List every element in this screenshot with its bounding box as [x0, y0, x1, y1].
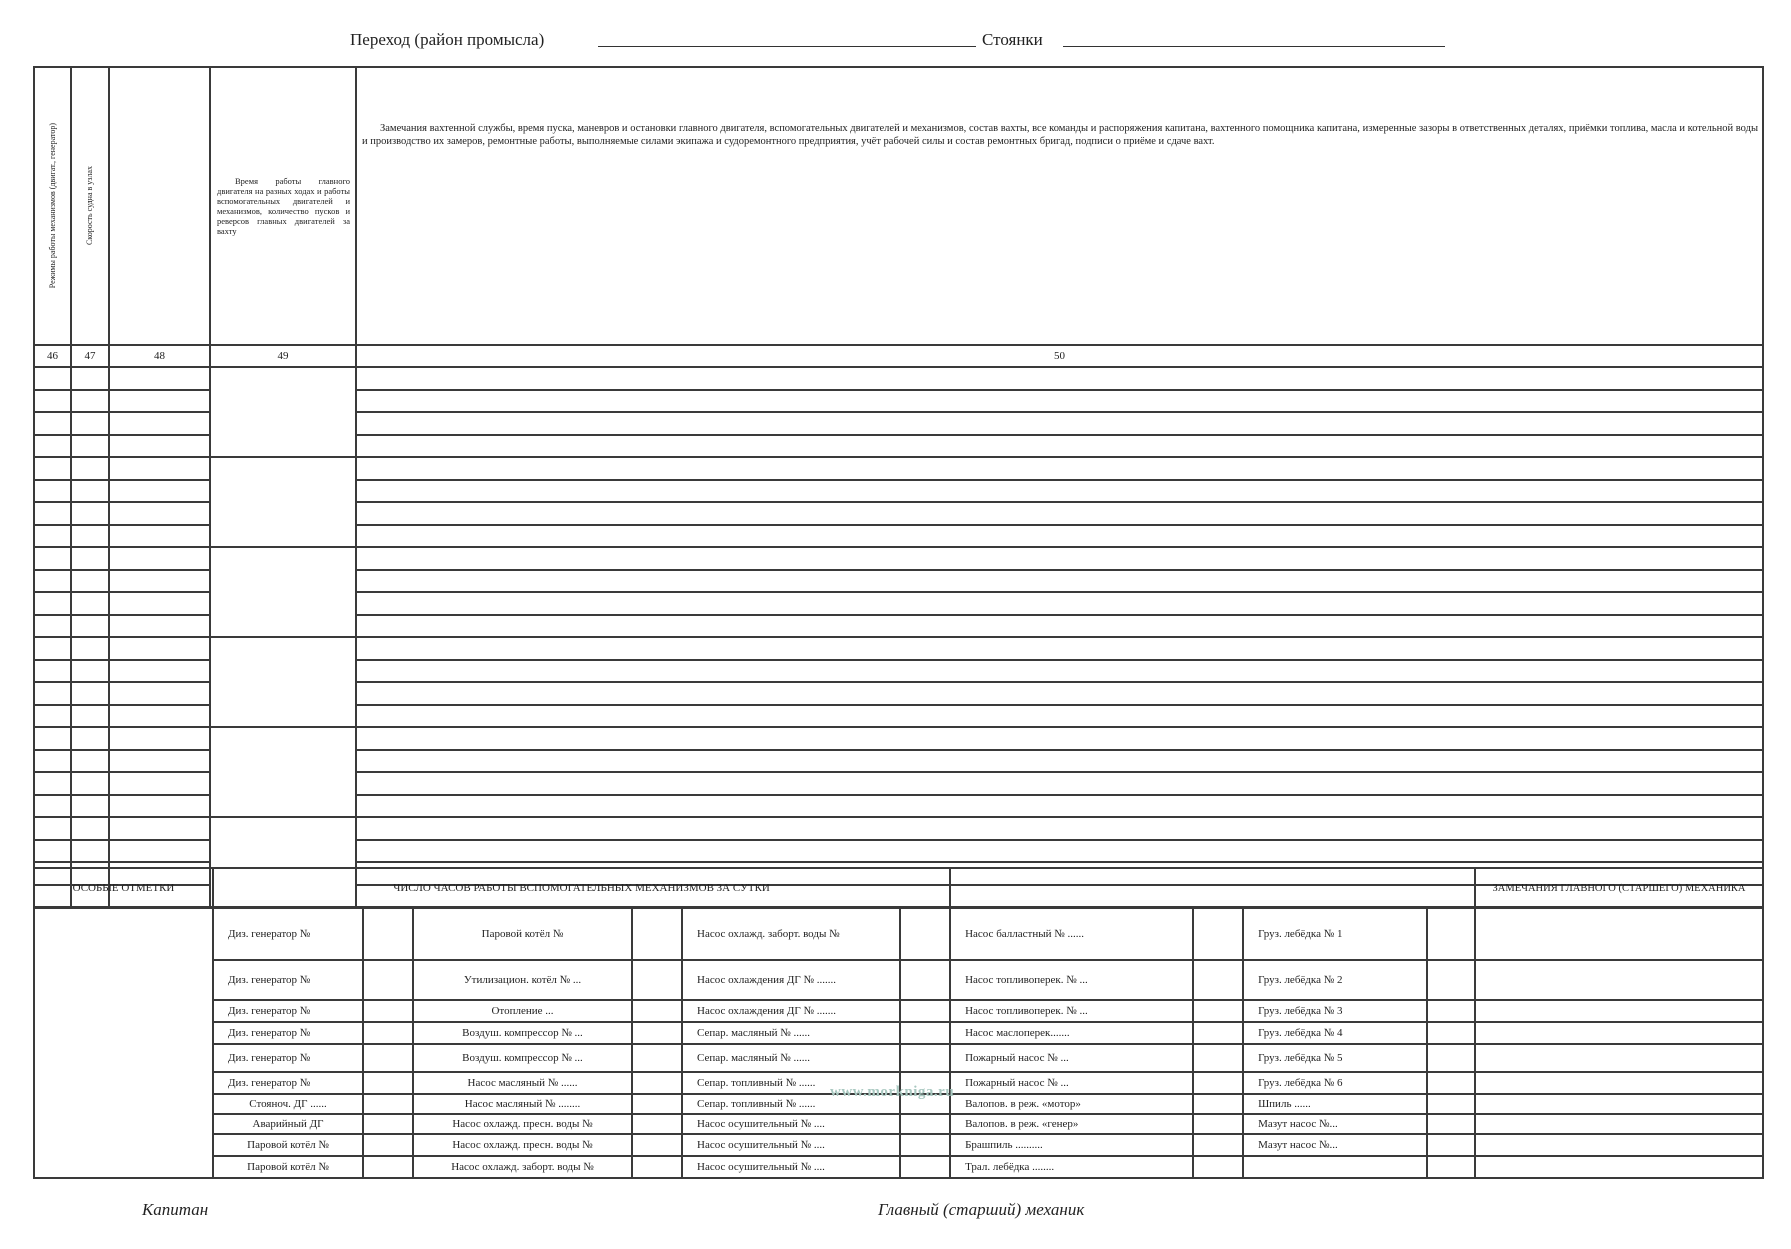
watermark: www.morkniga.ru	[830, 1084, 955, 1100]
log-row	[34, 457, 1763, 480]
mechanism-label: Отопление ...	[413, 1000, 632, 1022]
chief-remarks-cell[interactable]	[1475, 960, 1763, 1000]
col-48-cell[interactable]	[109, 457, 210, 480]
speed-cell[interactable]	[71, 592, 109, 615]
mechanism-label: Диз. генератор №	[213, 908, 363, 960]
hours-cell[interactable]	[900, 1156, 950, 1178]
hours-cell[interactable]	[363, 1000, 413, 1022]
hours-cell[interactable]	[1427, 1072, 1475, 1094]
mechanism-label: Стояноч. ДГ ......	[213, 1094, 363, 1114]
hours-cell[interactable]	[363, 960, 413, 1000]
hours-cell[interactable]	[1193, 1156, 1243, 1178]
mode-cell[interactable]	[34, 480, 71, 503]
hours-cell[interactable]	[632, 1094, 682, 1114]
engine-time-cell[interactable]	[210, 727, 356, 817]
speed-cell[interactable]	[71, 502, 109, 525]
mode-cell[interactable]	[34, 817, 71, 840]
mode-cell[interactable]	[34, 390, 71, 413]
remarks-cell[interactable]	[356, 592, 1763, 615]
remarks-cell[interactable]	[356, 525, 1763, 548]
mechanism-label: Диз. генератор №	[213, 1022, 363, 1044]
mechanism-label: Трал. лебёдка ........	[950, 1156, 1193, 1178]
remarks-cell[interactable]	[356, 615, 1763, 638]
mechanism-label: Диз. генератор №	[213, 1044, 363, 1072]
mode-cell[interactable]	[34, 682, 71, 705]
mechanism-label: Насос охлажд. пресн. воды №	[413, 1134, 632, 1156]
special-notes-area[interactable]	[34, 908, 213, 1178]
speed-cell[interactable]	[71, 817, 109, 840]
remarks-cell[interactable]	[356, 795, 1763, 818]
mechanism-label: Насос охлажд. заборт. воды №	[413, 1156, 632, 1178]
remarks-cell[interactable]	[356, 570, 1763, 593]
col-49-header: Время работы главного двигателя на разных ходах и работы вспомогательных двигателей и механизмов, количество пусков и реверсов главных двигателей за вахту	[210, 67, 356, 345]
hours-cell[interactable]	[1193, 1072, 1243, 1094]
mechanism-label: Насос охлаждения ДГ № .......	[682, 960, 900, 1000]
col-48-cell[interactable]	[109, 772, 210, 795]
hours-cell[interactable]	[1193, 1044, 1243, 1072]
aux-row	[34, 1044, 1763, 1072]
mode-cell[interactable]	[34, 570, 71, 593]
mechanism-label: Сепар. топливный № ......	[682, 1072, 900, 1094]
mode-cell[interactable]	[34, 525, 71, 548]
log-row	[34, 547, 1763, 570]
mechanism-label: Паровой котёл №	[213, 1156, 363, 1178]
log-row	[34, 367, 1763, 390]
mode-cell[interactable]	[34, 367, 71, 390]
chief-remarks-cell[interactable]	[1475, 1134, 1763, 1156]
hours-cell[interactable]	[363, 1094, 413, 1114]
hours-cell[interactable]	[363, 908, 413, 960]
col-48-cell[interactable]	[109, 525, 210, 548]
col-48-cell[interactable]	[109, 660, 210, 683]
hours-cell[interactable]	[900, 1044, 950, 1072]
mode-cell[interactable]	[34, 660, 71, 683]
mode-cell[interactable]	[34, 795, 71, 818]
col-48-cell[interactable]	[109, 367, 210, 390]
captain-signature-label: Капитан	[142, 1200, 209, 1219]
hours-cell[interactable]	[632, 908, 682, 960]
speed-cell[interactable]	[71, 457, 109, 480]
col-number: 47	[71, 345, 109, 367]
hours-cell[interactable]	[1193, 1094, 1243, 1114]
passage-field[interactable]	[598, 46, 976, 47]
aux-hours-header-blank	[950, 868, 1475, 908]
col-number: 48	[109, 345, 210, 367]
mechanism-label: Сепар. масляный № ......	[682, 1044, 900, 1072]
mechanism-label: Сепар. масляный № ......	[682, 1022, 900, 1044]
engine-time-cell[interactable]	[210, 367, 356, 457]
speed-cell[interactable]	[71, 727, 109, 750]
hours-cell[interactable]	[1427, 908, 1475, 960]
hours-cell[interactable]	[632, 1044, 682, 1072]
hours-cell[interactable]	[632, 1114, 682, 1134]
speed-cell[interactable]	[71, 705, 109, 728]
col-48-cell[interactable]	[109, 727, 210, 750]
col-number: 46	[34, 345, 71, 367]
col-number: 49	[210, 345, 356, 367]
remarks-cell[interactable]	[356, 682, 1763, 705]
mechanism-label: Пожарный насос № ...	[950, 1044, 1193, 1072]
log-row	[34, 727, 1763, 750]
speed-cell[interactable]	[71, 525, 109, 548]
speed-cell[interactable]	[71, 367, 109, 390]
hours-cell[interactable]	[1427, 1000, 1475, 1022]
mechanism-label: Насос осушительный № ....	[682, 1134, 900, 1156]
col-46-header: Режимы работы механизмов (двигат., генератор)	[34, 67, 71, 345]
hours-cell[interactable]	[1427, 1134, 1475, 1156]
passage-label: Переход (район промысла)	[350, 30, 545, 49]
mechanism-label: Диз. генератор №	[213, 1072, 363, 1094]
mechanism-label: Мазут насос №...	[1243, 1134, 1427, 1156]
remarks-cell[interactable]	[356, 412, 1763, 435]
speed-cell[interactable]	[71, 682, 109, 705]
remarks-cell[interactable]	[356, 547, 1763, 570]
col-48-cell[interactable]	[109, 435, 210, 458]
hours-cell[interactable]	[1193, 1114, 1243, 1134]
mechanism-label: Валопов. в реж. «мотор»	[950, 1094, 1193, 1114]
mechanism-label: Насос охлаждения ДГ № .......	[682, 1000, 900, 1022]
chief-remarks-cell[interactable]	[1475, 1072, 1763, 1094]
col-48-cell[interactable]	[109, 682, 210, 705]
log-rows	[34, 367, 1763, 907]
mode-cell[interactable]	[34, 457, 71, 480]
chief-remarks-header: ЗАМЕЧАНИЯ ГЛАВНОГО (СТАРШЕГО) МЕХАНИКА	[1475, 868, 1763, 908]
mechanism-label: Утилизацион. котёл № ...	[413, 960, 632, 1000]
speed-cell[interactable]	[71, 795, 109, 818]
mechanism-label: Валопов. в реж. «генер»	[950, 1114, 1193, 1134]
remarks-cell[interactable]	[356, 840, 1763, 863]
speed-cell[interactable]	[71, 412, 109, 435]
hours-cell[interactable]	[1427, 1022, 1475, 1044]
hours-cell[interactable]	[363, 1156, 413, 1178]
remarks-cell[interactable]	[356, 660, 1763, 683]
remarks-cell[interactable]	[356, 750, 1763, 773]
aux-row	[34, 1114, 1763, 1134]
col-48-cell[interactable]	[109, 705, 210, 728]
mechanism-label: Груз. лебёдка № 1	[1243, 908, 1427, 960]
remarks-cell[interactable]	[356, 637, 1763, 660]
mechanism-label: Паровой котёл №	[213, 1134, 363, 1156]
chief-remarks-cell[interactable]	[1475, 1000, 1763, 1022]
col-48-cell[interactable]	[109, 390, 210, 413]
mode-cell[interactable]	[34, 772, 71, 795]
remarks-cell[interactable]	[356, 817, 1763, 840]
engine-time-cell[interactable]	[210, 457, 356, 547]
remarks-cell[interactable]	[356, 705, 1763, 728]
hours-cell[interactable]	[1193, 960, 1243, 1000]
aux-row	[34, 960, 1763, 1000]
speed-cell[interactable]	[71, 660, 109, 683]
speed-cell[interactable]	[71, 435, 109, 458]
hours-cell[interactable]	[632, 1156, 682, 1178]
engine-time-cell[interactable]	[210, 637, 356, 727]
hours-cell[interactable]	[363, 1072, 413, 1094]
mechanism-label: Груз. лебёдка № 2	[1243, 960, 1427, 1000]
mechanism-label: Насос осушительный № ....	[682, 1114, 900, 1134]
mode-cell[interactable]	[34, 705, 71, 728]
col-48-cell[interactable]	[109, 592, 210, 615]
col-48-cell[interactable]	[109, 480, 210, 503]
mechanism-label: Насос балластный № ......	[950, 908, 1193, 960]
hours-cell[interactable]	[632, 1000, 682, 1022]
mechanism-label: Насос охлажд. пресн. воды №	[413, 1114, 632, 1134]
hours-cell[interactable]	[363, 1044, 413, 1072]
mechanism-label: Насос топливоперек. № ...	[950, 960, 1193, 1000]
aux-hours-header: ЧИСЛО ЧАСОВ РАБОТЫ ВСПОМОГАТЕЛЬНЫХ МЕХАНИЗМОВ ЗА СУТКИ	[213, 868, 950, 908]
hours-cell[interactable]	[1193, 1000, 1243, 1022]
mechanism-label: Насос маслоперек.......	[950, 1022, 1193, 1044]
remarks-cell[interactable]	[356, 727, 1763, 750]
mechanism-label: Насос масляный № ......	[413, 1072, 632, 1094]
mechanism-label: Груз. лебёдка № 4	[1243, 1022, 1427, 1044]
mechanism-label: Паровой котёл №	[413, 908, 632, 960]
mode-cell[interactable]	[34, 637, 71, 660]
speed-cell[interactable]	[71, 637, 109, 660]
hours-cell[interactable]	[363, 1022, 413, 1044]
col-number: 50	[356, 345, 1763, 367]
chief-remarks-cell[interactable]	[1475, 1022, 1763, 1044]
hours-cell[interactable]	[1193, 1134, 1243, 1156]
chief-remarks-cell[interactable]	[1475, 1156, 1763, 1178]
hours-cell[interactable]	[632, 960, 682, 1000]
mechanism-label: Насос осушительный № ....	[682, 1156, 900, 1178]
speed-cell[interactable]	[71, 615, 109, 638]
mode-cell[interactable]	[34, 750, 71, 773]
mechanism-label: Диз. генератор №	[213, 1000, 363, 1022]
mechanism-label: Воздуш. компрессор № ...	[413, 1044, 632, 1072]
col-48-cell[interactable]	[109, 795, 210, 818]
speed-cell[interactable]	[71, 840, 109, 863]
mechanism-label: Груз. лебёдка № 3	[1243, 1000, 1427, 1022]
watch-log-table	[33, 66, 1764, 908]
chief-remarks-cell[interactable]	[1475, 1094, 1763, 1114]
stops-field[interactable]	[1063, 46, 1445, 47]
hours-cell[interactable]	[900, 1000, 950, 1022]
hours-cell[interactable]	[1427, 1156, 1475, 1178]
hours-cell[interactable]	[363, 1134, 413, 1156]
form-header	[0, 24, 1791, 54]
col-48-cell[interactable]	[109, 570, 210, 593]
remarks-cell[interactable]	[356, 390, 1763, 413]
hours-cell[interactable]	[1427, 960, 1475, 1000]
aux-row	[34, 1156, 1763, 1178]
col-47-header: Скорость судна в узлах	[71, 67, 109, 345]
hours-cell[interactable]	[632, 1072, 682, 1094]
column-number-row	[34, 345, 1763, 367]
col-50-header: Замечания вахтенной службы, время пуска, маневров и остановки главного двигателя, вспомогательных двигателей и механизмов, состав вахты, все команды и распоряжения капитана, вахтенного помощника капитана, измеренные зазоры в ответственных деталях, приёмки топлива, масла и котельной воды и производство их замеров, ремонтные работы, выполняемые силами экипажа и судоремонтного предприятия, учёт рабочей силы и состав ремонтных бригад, подписи о приёме и сдаче вахт.	[356, 67, 1763, 345]
log-row	[34, 637, 1763, 660]
aux-hours-table	[33, 867, 1764, 1179]
remarks-cell[interactable]	[356, 435, 1763, 458]
mechanism-label: Насос охлажд. заборт. воды №	[682, 908, 900, 960]
log-row	[34, 817, 1763, 840]
hours-cell[interactable]	[1193, 1022, 1243, 1044]
speed-cell[interactable]	[71, 547, 109, 570]
mode-cell[interactable]	[34, 615, 71, 638]
mode-cell[interactable]	[34, 502, 71, 525]
mode-cell[interactable]	[34, 840, 71, 863]
hours-cell[interactable]	[900, 960, 950, 1000]
col-48-cell[interactable]	[109, 817, 210, 840]
aux-row	[34, 908, 1763, 960]
stops-label: Стоянки	[982, 30, 1043, 49]
col-48-cell[interactable]	[109, 637, 210, 660]
hours-cell[interactable]	[900, 1022, 950, 1044]
hours-cell[interactable]	[1427, 1044, 1475, 1072]
hours-cell[interactable]	[900, 908, 950, 960]
hours-cell[interactable]	[900, 1134, 950, 1156]
mode-cell[interactable]	[34, 727, 71, 750]
mechanism-label: Шпиль ......	[1243, 1094, 1427, 1114]
section-header-row	[34, 868, 1763, 908]
remarks-cell[interactable]	[356, 457, 1763, 480]
mechanism-label: Брашпиль ..........	[950, 1134, 1193, 1156]
remarks-cell[interactable]	[356, 502, 1763, 525]
chief-engineer-signature-label: Главный (старший) механик	[878, 1200, 1085, 1219]
engine-time-cell[interactable]	[210, 547, 356, 637]
col-48-cell[interactable]	[109, 750, 210, 773]
remarks-cell[interactable]	[356, 367, 1763, 390]
chief-remarks-cell[interactable]	[1475, 1114, 1763, 1134]
col-48-cell[interactable]	[109, 502, 210, 525]
hours-cell[interactable]	[900, 1114, 950, 1134]
mechanism-label	[1243, 1156, 1427, 1178]
mechanism-label: Аварийный ДГ	[213, 1114, 363, 1134]
mechanism-label: Сепар. топливный № ......	[682, 1094, 900, 1114]
hours-cell[interactable]	[1193, 908, 1243, 960]
hours-cell[interactable]	[1427, 1094, 1475, 1114]
col-48-header	[109, 67, 210, 345]
special-notes-header: ОСОБЫЕ ОТМЕТКИ	[34, 868, 213, 908]
mechanism-label: Воздуш. компрессор № ...	[413, 1022, 632, 1044]
hours-cell[interactable]	[363, 1114, 413, 1134]
speed-cell[interactable]	[71, 772, 109, 795]
speed-cell[interactable]	[71, 570, 109, 593]
mode-cell[interactable]	[34, 592, 71, 615]
remarks-cell[interactable]	[356, 772, 1763, 795]
col-48-cell[interactable]	[109, 615, 210, 638]
hours-cell[interactable]	[632, 1022, 682, 1044]
aux-row	[34, 1022, 1763, 1044]
col-48-cell[interactable]	[109, 412, 210, 435]
mechanism-label: Мазут насос №...	[1243, 1114, 1427, 1134]
mode-cell[interactable]	[34, 435, 71, 458]
chief-remarks-cell[interactable]	[1475, 1044, 1763, 1072]
col-48-cell[interactable]	[109, 840, 210, 863]
mechanism-label: Груз. лебёдка № 6	[1243, 1072, 1427, 1094]
header-row	[34, 67, 1763, 345]
speed-cell[interactable]	[71, 390, 109, 413]
mechanism-label: Насос масляный № ........	[413, 1094, 632, 1114]
mechanism-label: Груз. лебёдка № 5	[1243, 1044, 1427, 1072]
hours-cell[interactable]	[1427, 1114, 1475, 1134]
col-48-cell[interactable]	[109, 547, 210, 570]
chief-remarks-cell[interactable]	[1475, 908, 1763, 960]
mode-cell[interactable]	[34, 412, 71, 435]
speed-cell[interactable]	[71, 750, 109, 773]
aux-row	[34, 1134, 1763, 1156]
mechanism-label: Насос топливоперек. № ...	[950, 1000, 1193, 1022]
speed-cell[interactable]	[71, 480, 109, 503]
remarks-cell[interactable]	[356, 480, 1763, 503]
mechanism-label: Пожарный насос № ...	[950, 1072, 1193, 1094]
mode-cell[interactable]	[34, 547, 71, 570]
mechanism-label: Диз. генератор №	[213, 960, 363, 1000]
hours-cell[interactable]	[632, 1134, 682, 1156]
aux-row	[34, 1000, 1763, 1022]
